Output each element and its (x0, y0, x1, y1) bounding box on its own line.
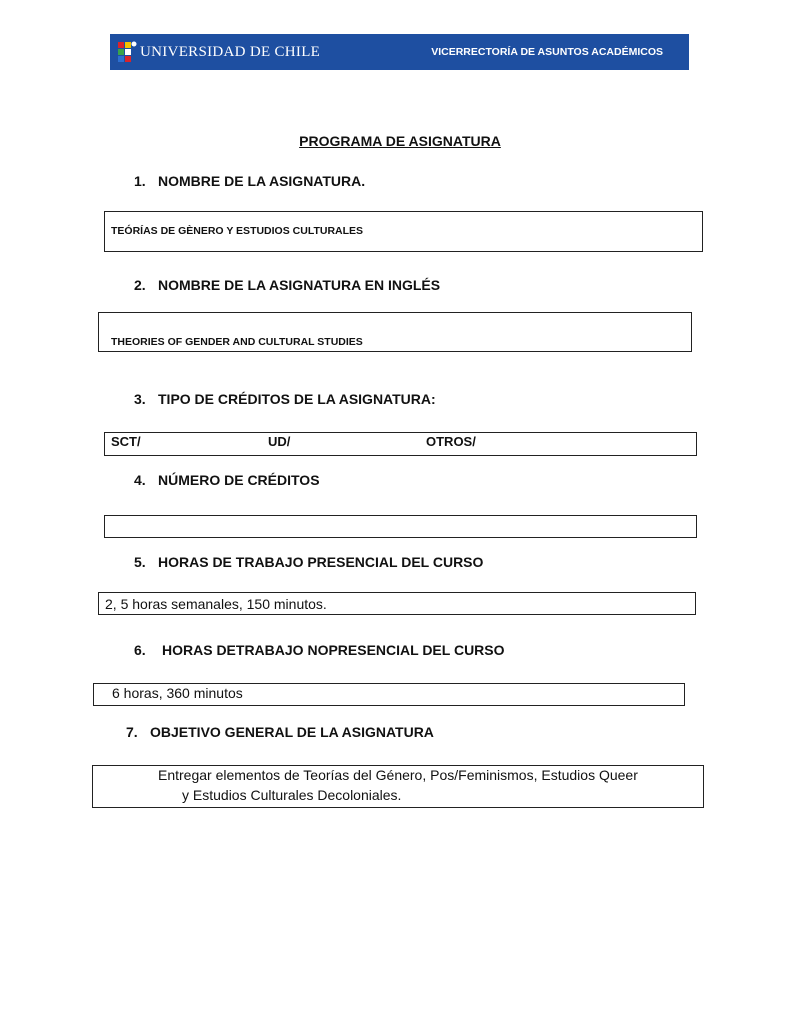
section-title: NOMBRE DE LA ASIGNATURA. (158, 173, 366, 189)
section-number: 4. (134, 472, 146, 488)
section-6-heading (134, 642, 505, 658)
page-title: PROGRAMA DE ASIGNATURA (299, 133, 501, 149)
credits-number-field (104, 515, 697, 538)
credit-type-field (104, 432, 697, 456)
header-banner (110, 34, 689, 70)
university-name: UNIVERSIDAD DE CHILE (140, 44, 321, 60)
section-2-heading (134, 277, 440, 293)
section-number: 2. (134, 277, 146, 293)
presential-hours-field (98, 592, 696, 615)
general-objective-line-1: Entregar elementos de Teorías del Género, Pos/Feminismos, Estudios Queer (158, 767, 638, 783)
general-objective-line-2: y Estudios Culturales Decoloniales. (182, 787, 402, 803)
section-7-heading (126, 724, 434, 740)
vicerrectoria-label: VICERRECTORÍA DE ASUNTOS ACADÉMICOS (431, 46, 663, 58)
course-name-field (104, 211, 703, 252)
section-number: 5. (134, 554, 146, 570)
course-name-english-field (98, 312, 692, 352)
section-number: 6. (134, 642, 146, 658)
credit-type-sct: SCT/ (111, 434, 141, 449)
presential-hours-value: 2, 5 horas semanales, 150 minutos. (105, 596, 327, 612)
section-5-heading (134, 554, 483, 570)
section-1-heading (134, 173, 365, 189)
section-number: 7. (126, 724, 138, 740)
course-name-english-value: THEORIES OF GENDER AND CULTURAL STUDIES (111, 336, 363, 348)
section-title: HORAS DE TRABAJO PRESENCIAL DEL CURSO (158, 554, 484, 570)
credit-type-otros: OTROS/ (426, 434, 476, 449)
course-name-value: TEÓRÍAS DE GÈNERO Y ESTUDIOS CULTURALES (111, 225, 364, 237)
section-title: TIPO DE CRÉDITOS DE LA ASIGNATURA: (158, 391, 436, 407)
university-logo-icon (116, 38, 138, 66)
section-title: HORAS DETRABAJO NOPRESENCIAL DEL CURSO (162, 642, 505, 658)
credit-type-ud: UD/ (268, 434, 291, 449)
non-presential-hours-value: 6 horas, 360 minutos (112, 685, 243, 701)
section-4-heading (134, 472, 320, 488)
section-title: NOMBRE DE LA ASIGNATURA EN INGLÉS (158, 277, 441, 293)
section-3-heading (134, 391, 436, 407)
section-number: 3. (134, 391, 146, 407)
general-objective-field (92, 765, 704, 808)
non-presential-hours-field (93, 683, 685, 706)
section-number: 1. (134, 173, 146, 189)
section-title: OBJETIVO GENERAL DE LA ASIGNATURA (150, 724, 434, 740)
section-title: NÚMERO DE CRÉDITOS (158, 472, 320, 488)
